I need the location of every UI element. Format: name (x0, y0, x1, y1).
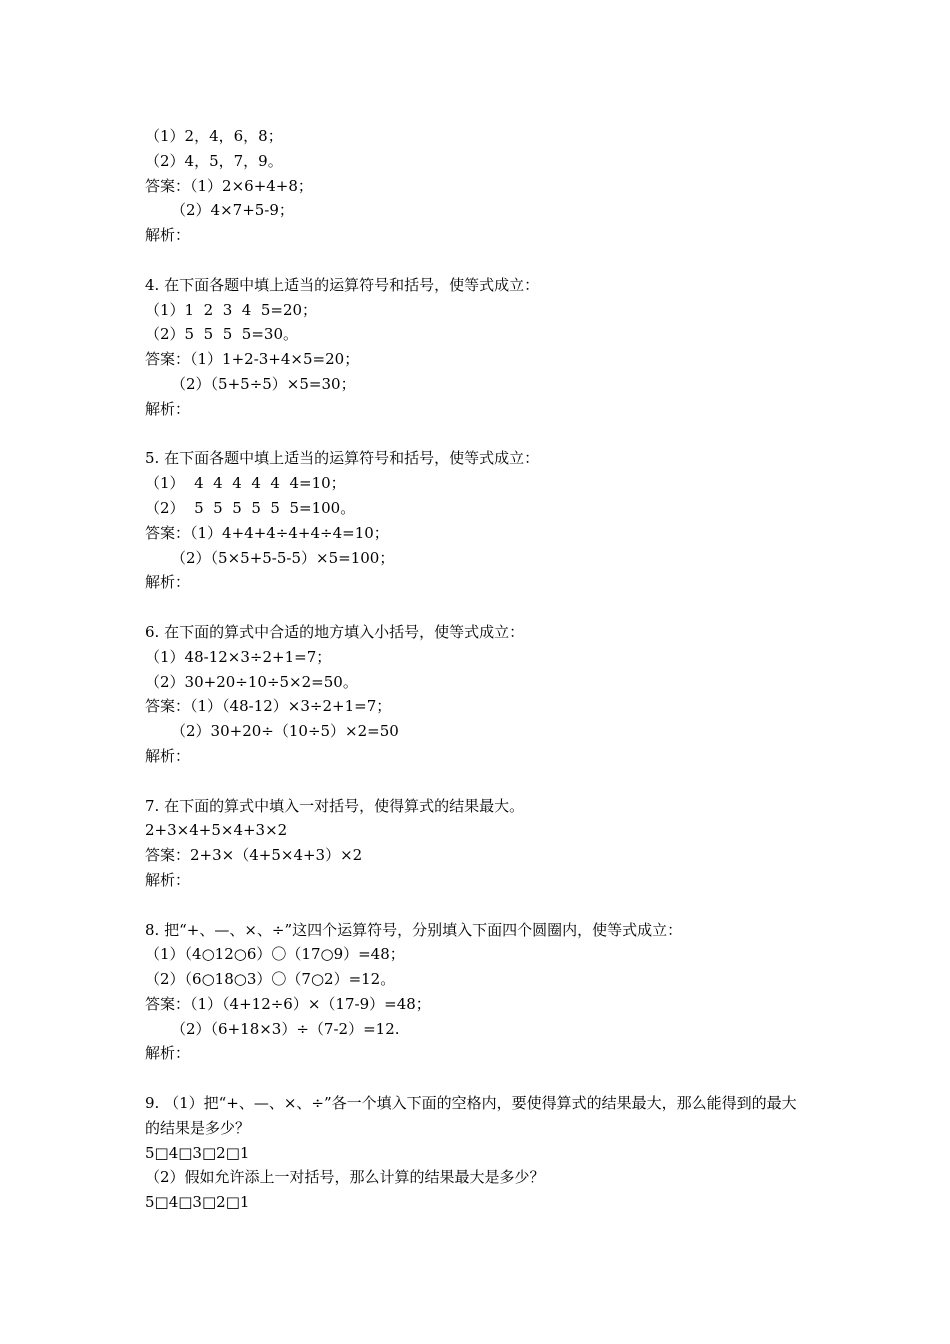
question-6-title: 6. 在下面的算式中合适的地方填入小括号，使等式成立： (145, 622, 525, 641)
spacer (145, 769, 825, 794)
spacer (145, 1066, 825, 1091)
question-3-item-2: （2）4，5，7，9。 (145, 151, 283, 170)
question-8-item-2: （2）（6○18○3）〇（7○2）=12。 (145, 970, 396, 989)
question-7-answer: 答案：2+3×（4+5×4+3）×2 (145, 846, 363, 865)
question-8-analysis: 解析： (145, 1044, 191, 1063)
question-4-title: 4. 在下面各题中填上适当的运算符号和括号，使等式成立： (145, 275, 540, 294)
question-5-analysis: 解析： (145, 573, 191, 592)
question-6-item-1: （1）48-12×3÷2+1=7； (145, 647, 332, 666)
question-4-answer: 答案：（1）1+2-3+4×5=20； (145, 350, 360, 369)
question-6-answer-2: （2）30+20÷（10÷5）×2=50 (171, 722, 399, 741)
spacer (145, 422, 825, 447)
question-4-item-1: （1）1 2 3 4 5=20； (145, 300, 318, 319)
question-9-item-2: （2）假如允许添上一对括号，那么计算的结果最大是多少？ (145, 1168, 545, 1187)
document-page (145, 124, 825, 1215)
spacer (145, 248, 825, 273)
question-3-answer-2: （2）4×7+5-9； (171, 201, 294, 220)
question-3-answer: 答案：（1）2×6+4+8； (145, 176, 313, 195)
question-6-analysis: 解析： (145, 746, 191, 765)
question-6-answer: 答案：（1）（48-12）×3÷2+1=7； (145, 697, 392, 716)
question-5-answer-2: （2）（5×5+5-5-5）×5=100； (171, 548, 395, 567)
question-9-title: 9. （1）把“+、—、×、÷”各一个填入下面的空格内，要使得算式的结果最大，那么能得到的最大的结果是多少？ (145, 1094, 797, 1137)
question-5-item-2: （2） 5 5 5 5 5 5=100。 (145, 498, 356, 517)
spacer (145, 893, 825, 918)
question-5-title: 5. 在下面各题中填上适当的运算符号和括号，使等式成立： (145, 449, 540, 468)
spacer (145, 595, 825, 620)
question-4-analysis: 解析： (145, 399, 191, 418)
question-8-title: 8. 把“+、—、×、÷”这四个运算符号，分别填入下面四个圆圈内，使等式成立： (145, 920, 683, 939)
question-8-answer: 答案：（1）（4+12÷6）×（17-9）=48； (145, 994, 431, 1013)
question-3-item-1: （1）2，4，6，8； (145, 127, 283, 145)
question-9-expression-1: 5□4□3□2□1 (145, 1143, 250, 1162)
question-4-answer-2: （2）（5+5÷5）×5=30； (171, 374, 356, 393)
question-6-item-2: （2）30+20÷10÷5×2=50。 (145, 672, 358, 691)
question-5-item-1: （1） 4 4 4 4 4 4=10； (145, 474, 346, 493)
question-7-analysis: 解析： (145, 870, 191, 889)
question-3-analysis: 解析： (145, 226, 191, 245)
question-7-title: 7. 在下面的算式中填入一对括号，使得算式的结果最大。 (145, 796, 525, 815)
question-7-expression: 2+3×4+5×4+3×2 (145, 821, 288, 840)
question-8-answer-2: （2）（6+18×3）÷（7-2）=12. (171, 1019, 400, 1038)
question-8-item-1: （1）（4○12○6）〇（17○9）=48； (145, 945, 405, 964)
question-9-expression-2: 5□4□3□2□1 (145, 1193, 250, 1212)
question-5-answer: 答案：（1）4+4+4÷4+4÷4=10； (145, 523, 389, 542)
question-4-item-2: （2）5 5 5 5=30。 (145, 325, 298, 344)
